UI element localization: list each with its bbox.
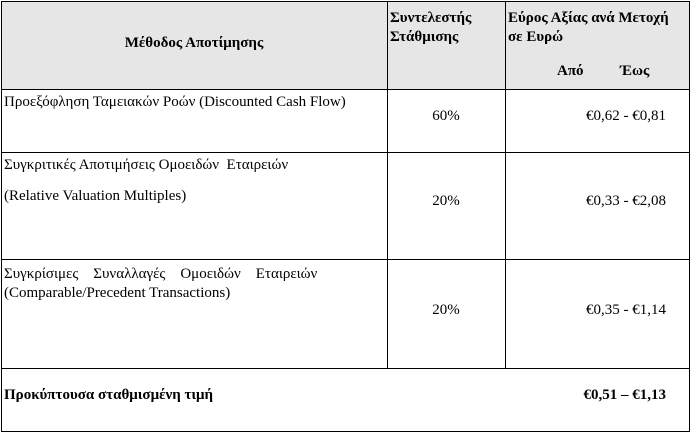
row-divider <box>1 152 690 153</box>
row-divider <box>1 368 690 369</box>
table-border-left <box>1 1 2 432</box>
header-range-line1: Εύρος Αξίας ανά Μετοχή <box>508 10 669 26</box>
header-weight-line2: Στάθμισης <box>390 29 459 45</box>
header-method: Μέθοδος Αποτίμησης <box>124 35 264 51</box>
total-label: Προκύπτουσα σταθμισμένη τιμή <box>4 387 214 403</box>
row-method-line2: (Relative Valuation Multiples) <box>4 188 187 204</box>
table-border-bottom <box>1 431 690 432</box>
table-border-right <box>689 1 690 432</box>
row-method-line2: (Comparable/Precedent Transactions) <box>4 285 231 301</box>
row-divider <box>1 259 690 260</box>
row-method-line1: Συγκρίσιμες Συναλλαγές Ομοειδών Εταιρειών <box>4 266 318 282</box>
header-from: Από <box>557 63 584 79</box>
row-range: €0,62 - €0,81 <box>586 108 666 124</box>
table-border-top <box>1 1 690 2</box>
header-range-line2: σε Ευρώ <box>508 29 564 45</box>
header-to: Έως <box>620 63 650 79</box>
row-weight: 20% <box>432 193 460 209</box>
row-range: €0,33 - €2,08 <box>586 193 666 209</box>
row-range: €0,35 - €1,14 <box>586 302 666 318</box>
total-range: €0,51 – €1,13 <box>583 387 666 403</box>
row-weight: 60% <box>432 108 460 124</box>
valuation-table <box>1 1 690 432</box>
row-method-line1: Προεξόφληση Ταμειακών Ροών (Discounted Cash Flow) <box>4 94 346 110</box>
row-weight: 20% <box>432 302 460 318</box>
header-divider <box>1 89 690 90</box>
row-method-line1: Συγκριτικές Αποτιμήσεις Ομοειδών Εταιρειών <box>4 157 289 173</box>
header-weight-line1: Συντελεστής <box>390 10 472 26</box>
